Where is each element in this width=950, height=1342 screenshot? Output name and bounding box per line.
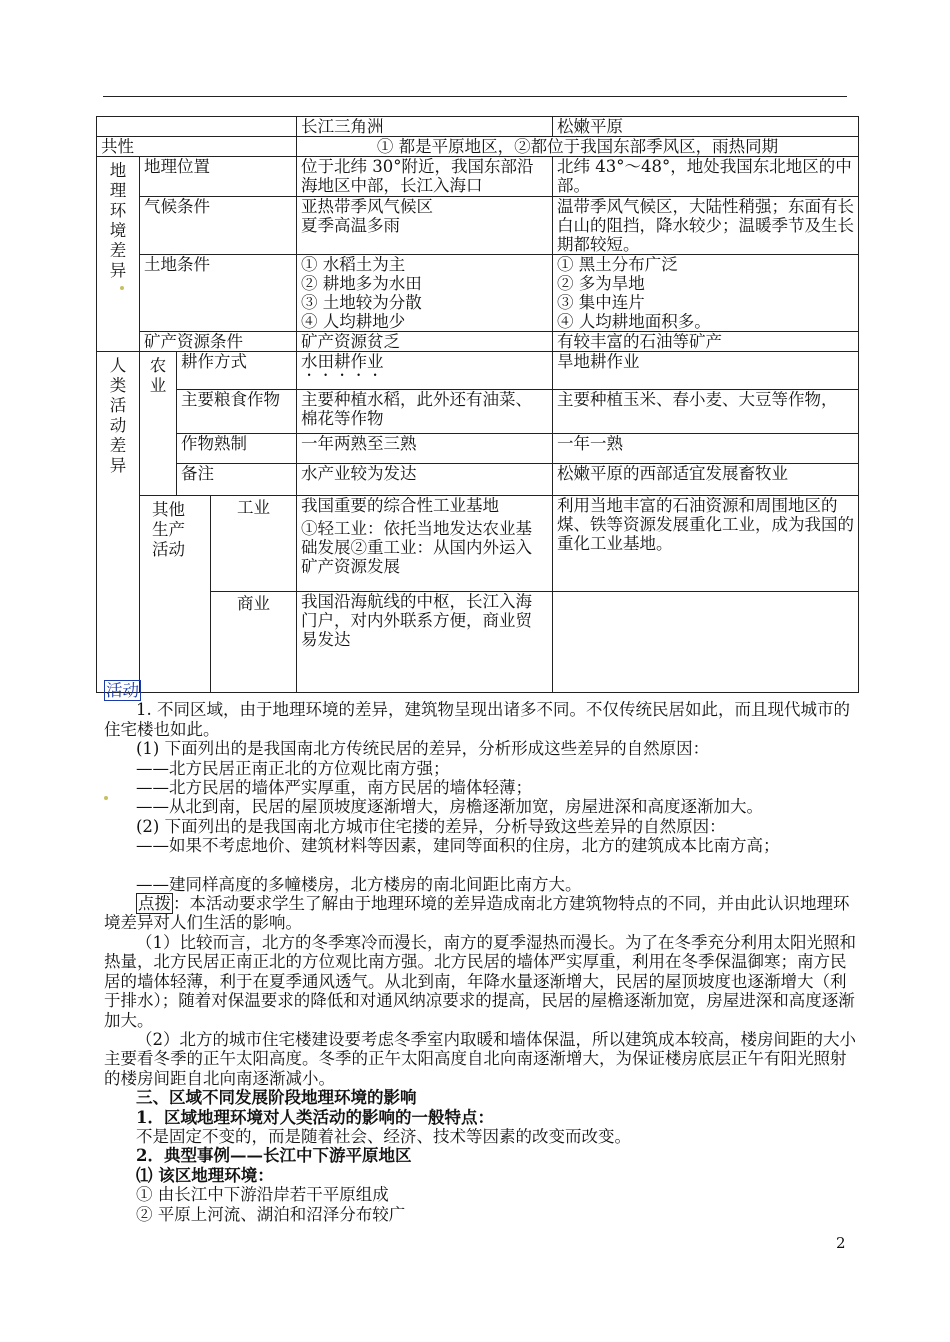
cell-b: ① 黑土分布广泛 ② 多为旱地 ③ 集中连片 ④ 人均耕地面积多。 bbox=[553, 255, 859, 332]
section-title: 三、区域不同发展阶段地理环境的影响 bbox=[136, 1088, 417, 1108]
cell-a: 亚热带季风气候区 夏季高温多雨 bbox=[297, 197, 553, 255]
subsection-text: 不是固定不变的，而是随着社会、经济、技术等因素的改变而改变。 bbox=[136, 1126, 631, 1146]
header-col-a: 长江三角洲 bbox=[297, 117, 553, 137]
cell-a: 水产业较为发达 bbox=[297, 464, 553, 496]
subsection-subtitle: ⑴ 该区地理环境： bbox=[136, 1165, 274, 1185]
table-row bbox=[97, 496, 859, 592]
cell-a: 我国重要的综合性工业基地 ①轻工业：依托当地发达农业基础发展②重工业：从国内外运入矿产资源发展 bbox=[297, 496, 553, 592]
cell-b: 旱地耕作业 bbox=[553, 352, 859, 390]
cell-b: 北纬 43°～48°，地处我国东北地区的中部。 bbox=[553, 157, 859, 197]
hint-tag: 点拨 bbox=[138, 894, 171, 914]
commonality-label: 共性 bbox=[97, 137, 297, 157]
table-row bbox=[97, 464, 859, 496]
row-label: 备注 bbox=[177, 464, 297, 496]
cell-b bbox=[553, 592, 859, 693]
header-rule bbox=[103, 96, 847, 97]
commonality-text: ① 都是平原地区，②都位于我国东部季风区，雨热同期 bbox=[297, 137, 859, 157]
activity-line: ——北方民居的墙体严实厚重，南方民居的墙体轻薄； bbox=[136, 778, 532, 798]
list-item: ② 平原上河流、湖泊和沼泽分布较广 bbox=[136, 1204, 406, 1224]
comparison-table bbox=[96, 116, 859, 693]
cell-b: 主要种植玉米、春小麦、大豆等作物， bbox=[553, 390, 859, 434]
row-label: 耕作方式 bbox=[177, 352, 297, 390]
cell-a: ① 水稻土为主 ② 耕地多为水田 ③ 土地较为分散 ④ 人均耕地少 bbox=[297, 255, 553, 332]
cell-b: 温带季风气候区，大陆性稍强；东面有长白山的阻挡，降水较少；温暖季节及生长期都较短。 bbox=[553, 197, 859, 255]
activity-q1-2: (2) 下面列出的是我国南北方城市住宅搂的差异，分析导致这些差异的自然原因： bbox=[136, 816, 726, 836]
cell-b: 松嫩平原的西部适宜发展畜牧业 bbox=[553, 464, 859, 496]
activity-line: ——从北到南，民居的屋顶坡度逐渐增大，房檐逐渐加宽，房屋进深和高度逐渐加大。 bbox=[136, 797, 763, 817]
table-row bbox=[97, 255, 859, 332]
cell-b: 有较丰富的石油等矿产 bbox=[553, 332, 859, 352]
cell-a: 矿产资源贫乏 bbox=[297, 332, 553, 352]
row-label: 土地条件 bbox=[140, 255, 297, 332]
table-row bbox=[97, 157, 859, 197]
body-text bbox=[104, 681, 856, 1224]
other-label: 其他 生产 活动 bbox=[140, 496, 211, 693]
cell-a: 位于北纬 30°附近，我国东部沿海地区中部，长江入海口 bbox=[297, 157, 553, 197]
row-label: 商业 bbox=[211, 592, 297, 693]
cell-a: 水田耕作业 bbox=[297, 352, 553, 390]
activity-tag: 活动 bbox=[106, 681, 139, 700]
cell-a: 我国沿海航线的中枢，长江入海门户，对内外联系方便，商业贸易发达 bbox=[297, 592, 553, 693]
hint-paragraph: （1）比较而言，北方的冬季寒冷而漫长，南方的夏季湿热而漫长。为了在冬季充分利用太阳光照和热量，北方民居正南正北的方位观比南方强。北方民居的墙体严实厚重，利用在冬季保温御寒；南方民居的墙体轻薄，利于在夏季通风透气。从北到南，年降水量逐渐增大，民居的屋顶坡度也逐渐增大（利于排水）；随着对保温要求的降低和对通风纳凉要求的提高，民居的屋檐逐渐加宽，房屋进深和高度逐渐加大。 bbox=[104, 932, 856, 1030]
hint-intro: ：本活动要求学生了解由于地理环境的差异造成南北方建筑物特点的不同，并由此认识地理环境差异对人们生活的影响。 bbox=[104, 894, 850, 933]
agri-label: 农 业 bbox=[140, 352, 177, 496]
row-label: 地理位置 bbox=[140, 157, 297, 197]
row-label: 主要粮食作物 bbox=[177, 390, 297, 434]
human-group-label: 人 类 活 动 差 异 bbox=[97, 352, 140, 693]
table-row bbox=[97, 592, 859, 693]
subsection-title: 2．典型事例——长江中下游平原地区 bbox=[136, 1146, 412, 1166]
cell-a: 一年两熟至三熟 bbox=[297, 434, 553, 464]
decorative-dot bbox=[120, 286, 124, 290]
table-row bbox=[97, 352, 859, 390]
activity-line: ——建同样高度的多幢楼房，北方楼房的南北间距比南方大。 bbox=[136, 874, 582, 894]
row-label: 工业 bbox=[211, 496, 297, 592]
table-row bbox=[97, 197, 859, 255]
activity-line: ——如果不考虑地价、建筑材料等因素，建同等面积的住房，北方的建筑成本比南方高； bbox=[136, 836, 780, 856]
row-label: 矿产资源条件 bbox=[140, 332, 297, 352]
cell-b: 一年一熟 bbox=[553, 434, 859, 464]
list-item: ① 由长江中下游沿岸若干平原组成 bbox=[136, 1185, 389, 1205]
row-label: 作物熟制 bbox=[177, 434, 297, 464]
activity-line: ——北方民居正南正北的方位观比南方强； bbox=[136, 758, 450, 778]
table-row bbox=[97, 434, 859, 464]
row-label: 气候条件 bbox=[140, 197, 297, 255]
header-col-b: 松嫩平原 bbox=[553, 117, 859, 137]
subsection-title: 1．区域地理环境对人类活动的影响的一般特点： bbox=[136, 1107, 494, 1127]
table-row bbox=[97, 332, 859, 352]
geo-group-label: 地 理 环 境 差 异 bbox=[97, 157, 140, 352]
hint-paragraph: （2）北方的城市住宅楼建设要考虑冬季室内取暖和墙体保温，所以建筑成本较高，楼房间距的大小主要看冬季的正午太阳高度。冬季的正午太阳高度自北向南逐渐增大，为保证楼房底层正午有阳光照射的楼房间距自北向南逐渐减小。 bbox=[104, 1029, 856, 1088]
decorative-dot bbox=[104, 796, 108, 800]
cell-a: 主要种植水稻，此外还有油菜、棉花等作物 bbox=[297, 390, 553, 434]
cell-b: 利用当地丰富的石油资源和周围地区的煤、铁等资源发展重化工业，成为我国的重化工业基地。 bbox=[553, 496, 859, 592]
table-header-row bbox=[97, 117, 859, 137]
activity-q1: 1. 不同区域，由于地理环境的差异，建筑物呈现出诸多不同。不仅传统民居如此，而且现代城市的住宅楼也如此。 bbox=[104, 700, 850, 739]
commonality-row bbox=[97, 137, 859, 157]
page-number: 2 bbox=[836, 1234, 846, 1252]
table-row bbox=[97, 390, 859, 434]
activity-q1-1: (1) 下面列出的是我国南北方传统民居的差异，分析形成这些差异的自然原因： bbox=[136, 739, 710, 759]
